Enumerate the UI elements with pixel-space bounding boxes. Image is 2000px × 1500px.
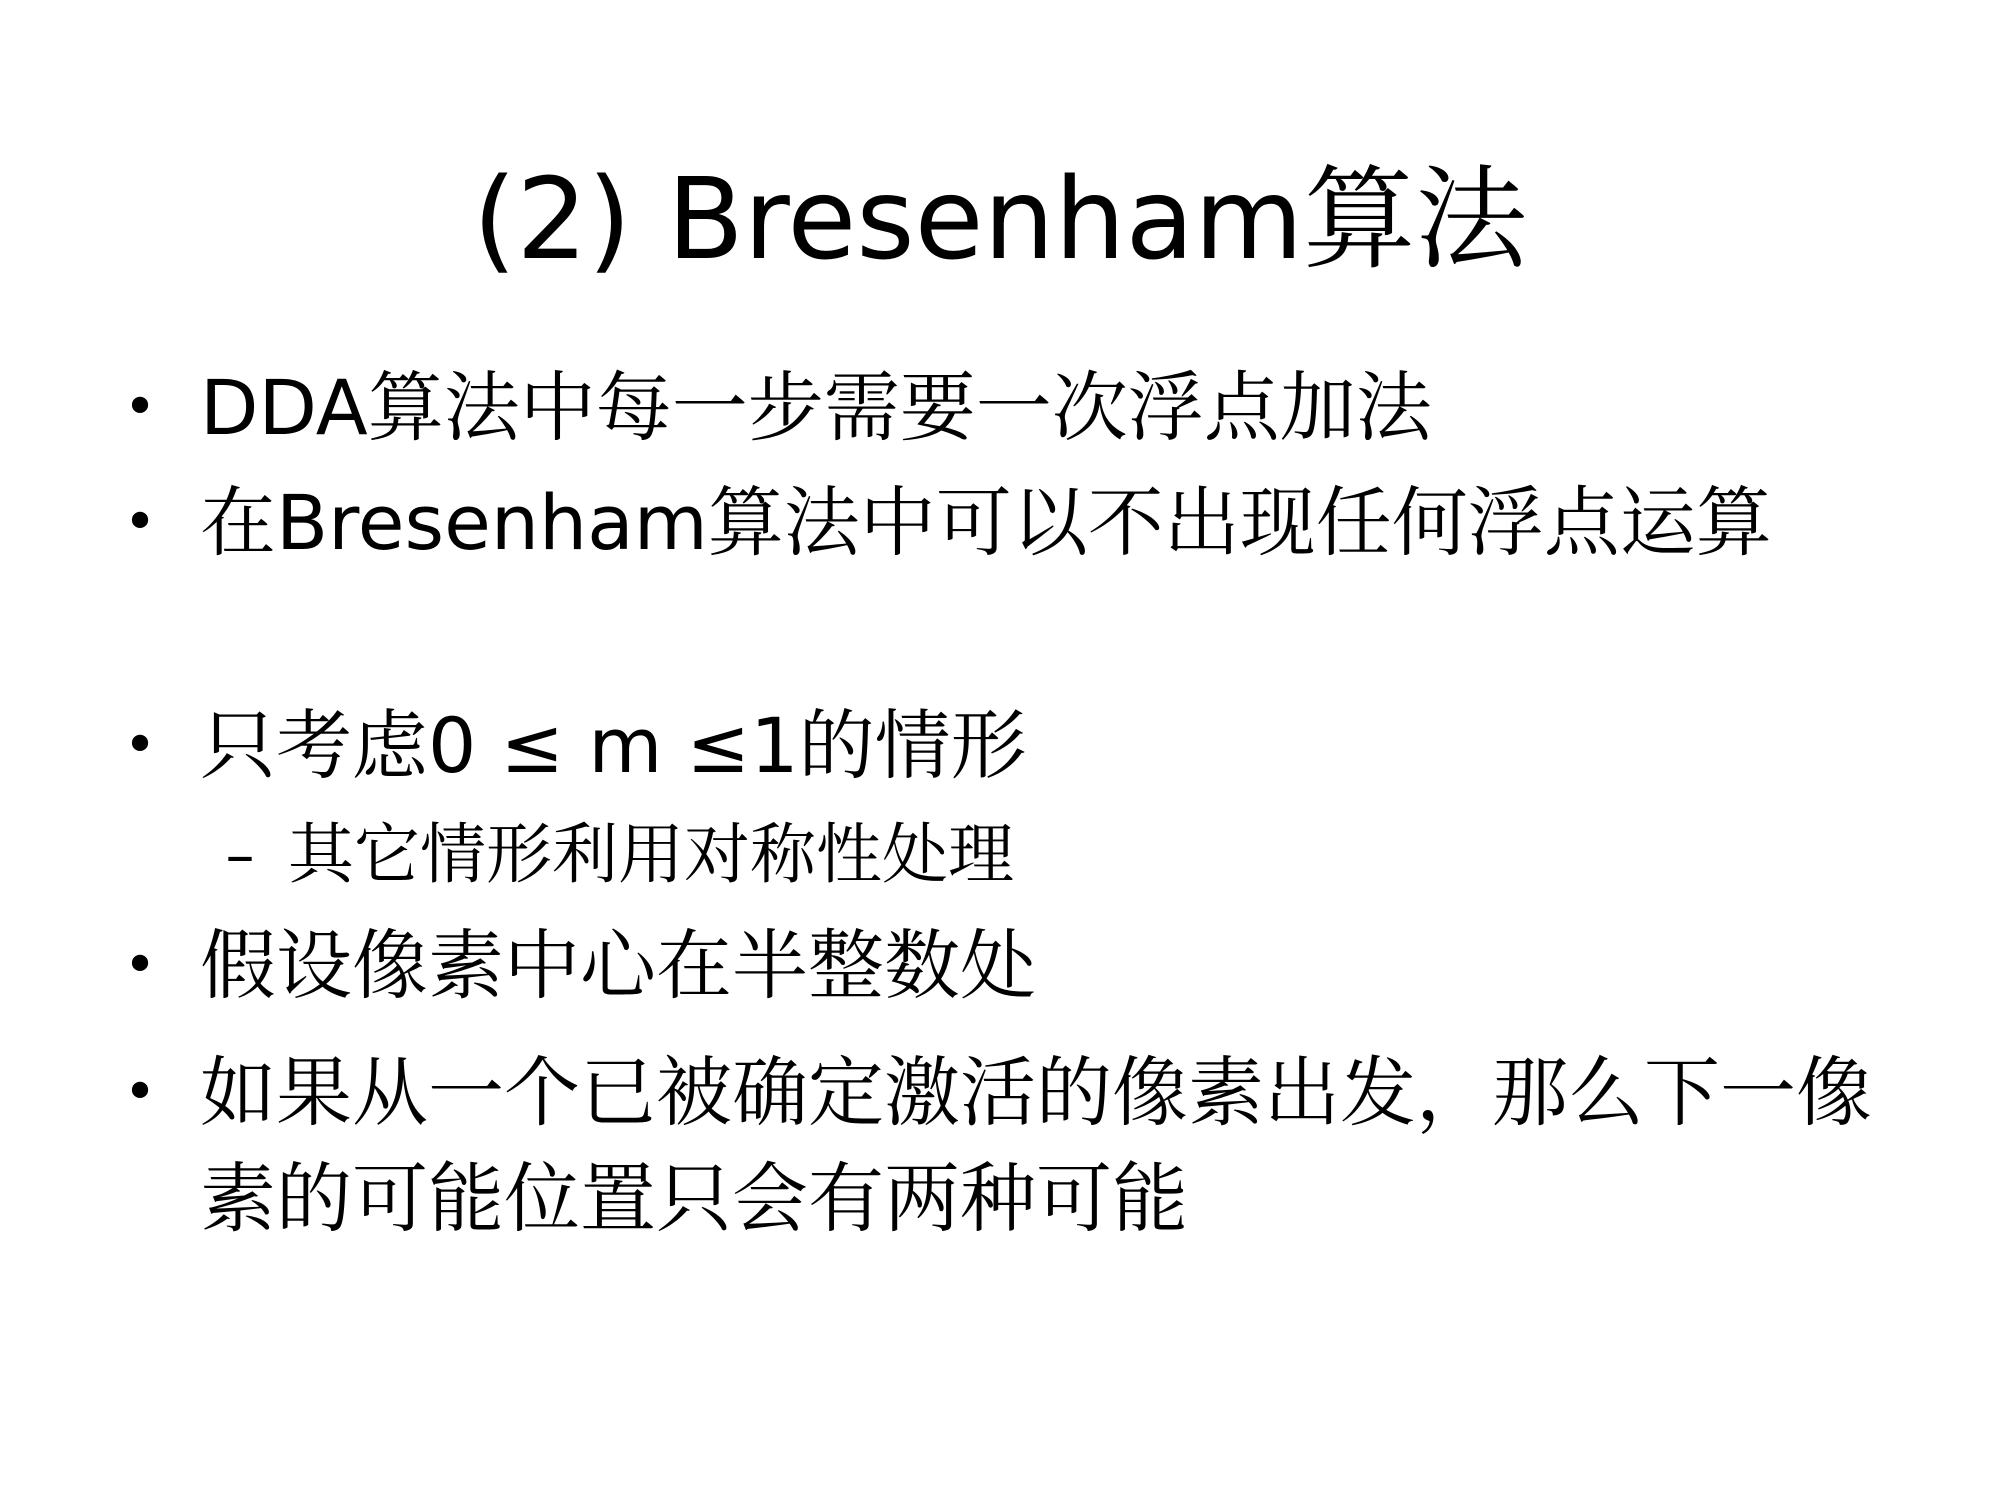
bullet-text: 如果从一个已被确定激活的像素出发，那么下一像素的可能位置只会有两种可能 xyxy=(200,1048,1872,1243)
bullet-item xyxy=(123,1040,1880,1252)
bullet-item xyxy=(123,355,1880,461)
bullet-text: 只考虑0 ≤ m ≤1的情形 xyxy=(200,701,1027,790)
bullet-dot-icon: • xyxy=(123,490,157,555)
sub-bullet-text: 其它情形利用对称性处理 xyxy=(288,816,1014,893)
bullet-text: 在Bresenham算法中可以不出现任何浮点运算 xyxy=(200,478,1772,567)
bullet-item xyxy=(123,913,1880,1019)
bullet-dot-icon: • xyxy=(123,713,157,778)
bullet-text: DDA算法中每一步需要一次浮点加法 xyxy=(200,363,1432,452)
bullet-dot-icon: • xyxy=(123,933,157,998)
bullet-dot-icon: • xyxy=(123,375,157,440)
bullet-item xyxy=(123,470,1880,576)
dash-icon: – xyxy=(225,821,255,889)
sub-bullet-item xyxy=(225,807,1878,903)
bullet-text: 假设像素中心在半整数处 xyxy=(200,921,1036,1010)
slide-title: (2) Bresenham算法 xyxy=(472,155,1528,285)
bullet-item xyxy=(123,693,1880,799)
bullet-dot-icon: • xyxy=(123,1060,157,1125)
